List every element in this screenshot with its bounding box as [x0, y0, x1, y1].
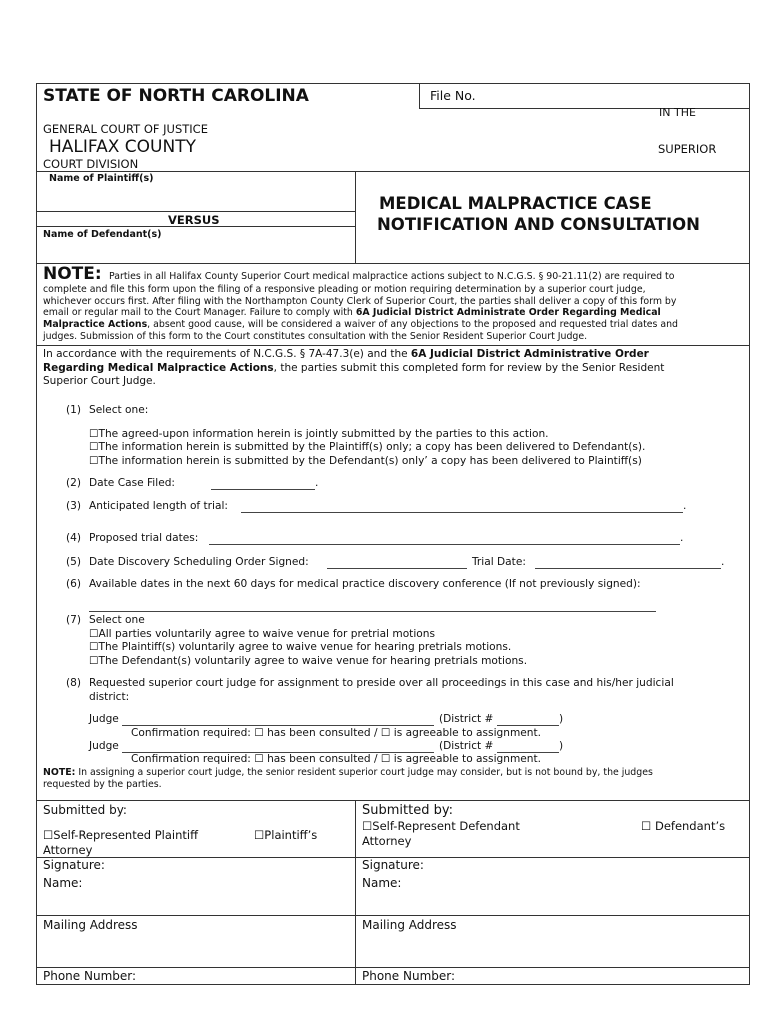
divider: [36, 263, 750, 264]
note-order-name: Malpractice Actions: [43, 319, 148, 331]
option-defendant-submission[interactable]: ☐The information herein is submitted by the Defendant(s) only’ a copy has been delivered to Plaintiff(s): [89, 455, 642, 467]
district-close: ): [559, 740, 564, 752]
judge-1-confirmation[interactable]: Confirmation required: ☐ has been consulted / ☐ is agreeable to assignment.: [131, 727, 542, 739]
plaintiff-name-field[interactable]: [38, 184, 352, 210]
item-number: (6): [66, 578, 82, 590]
item-number: (4): [66, 532, 82, 544]
right-name-field[interactable]: [408, 877, 745, 891]
left-name-label: Name:: [43, 876, 83, 890]
option-defendants-attorney[interactable]: ☐ Defendant’s: [641, 819, 726, 833]
requested-judge-label: district:: [89, 691, 130, 703]
county-name: HALIFAX COUNTY: [49, 137, 196, 157]
right-mailing-field[interactable]: [362, 933, 745, 963]
district-close: ): [559, 713, 564, 725]
dso-signed-field[interactable]: [327, 557, 467, 569]
note-line: Parties in all Halifax County Superior Court medical malpractice actions subject to N.C.G.S. § 90-21.11(2) are required to: [109, 271, 675, 282]
judge-label: Judge: [89, 740, 119, 752]
form-title-line2: NOTIFICATION AND CONSULTATION: [377, 215, 700, 234]
right-signature-field[interactable]: [440, 859, 745, 873]
state-heading: STATE OF NORTH CAROLINA: [43, 86, 309, 106]
option-self-represented-defendant[interactable]: ☐Self-Represent Defendant: [362, 819, 520, 833]
file-no-box[interactable]: [419, 83, 750, 109]
defendant-label: Name of Defendant(s): [43, 229, 162, 240]
intro-text: Superior Court Judge.: [43, 375, 156, 388]
court-division: COURT DIVISION: [43, 157, 139, 171]
intro-order-name: 6A Judicial District Administrative Order: [410, 348, 649, 360]
file-no-label: File No.: [430, 88, 476, 103]
dso-signed-label: Date Discovery Scheduling Order Signed:: [89, 556, 309, 568]
judge-2-name-field[interactable]: [122, 741, 434, 753]
item-number: (8): [66, 677, 82, 689]
right-phone-field[interactable]: [465, 969, 745, 983]
note-line: email or regular mail to the Court Manager. Failure to comply with: [43, 307, 356, 319]
trial-date-label: Trial Date:: [472, 556, 526, 568]
option-plaintiff-waive-venue[interactable]: ☐The Plaintiff(s) voluntarily agree to waive venue for hearing pretrials motions.: [89, 641, 512, 653]
district-label: (District #: [439, 713, 494, 725]
left-name-field[interactable]: [90, 877, 352, 891]
option-defendant-waive-venue[interactable]: ☐The Defendant(s) voluntarily agree to waive venue for hearing pretrials motions.: [89, 655, 528, 667]
versus-label: VERSUS: [168, 213, 220, 227]
item-number: (7): [66, 614, 82, 626]
note2-text: In assigning a superior court judge, the senior resident superior court judge may consider, but is not bound by, the judges: [75, 767, 653, 778]
left-mailing-field[interactable]: [43, 933, 352, 963]
note2-label: NOTE:: [43, 767, 76, 778]
note-line: complete and file this form upon the filing of a responsive pleading or motion requiring determination by a superior court judge,: [43, 284, 646, 295]
date-case-filed-label: Date Case Filed:: [89, 477, 176, 489]
divider: [36, 967, 750, 968]
date-case-filed-field[interactable]: [211, 478, 315, 490]
right-submitted-by: Submitted by:: [362, 803, 453, 818]
intro-order-name: Regarding Medical Malpractice Actions: [43, 361, 274, 374]
available-dates-label: Available dates in the next 60 days for medical practice discovery conference (If not previously signed):: [89, 578, 641, 590]
plaintiffs-attorney-cont: Attorney: [43, 843, 93, 857]
item-number: (5): [66, 556, 82, 568]
judge-2-confirmation[interactable]: Confirmation required: ☐ has been consulted / ☐ is agreeable to assignment.: [131, 753, 542, 765]
note-order-name: 6A Judicial District Administrate Order Regarding Medical: [355, 307, 661, 319]
note-label: NOTE:: [43, 264, 102, 284]
left-phone-label: Phone Number:: [43, 969, 137, 983]
note-line: , absent good cause, will be considered a waiver of any objections to the proposed and requested trial dates and: [147, 319, 679, 331]
divider: [355, 171, 356, 264]
judge-1-name-field[interactable]: [122, 714, 434, 726]
district-label: (District #: [439, 740, 494, 752]
period: .: [680, 532, 684, 544]
option-plaintiffs-attorney[interactable]: ☐Plaintiff’s: [254, 828, 318, 842]
superior-label: SUPERIOR: [658, 142, 717, 156]
divider: [36, 226, 356, 227]
judge-1-district-field[interactable]: [497, 714, 559, 726]
note-line: judges. Submission of this form to the Court constitutes consultation with the Senior Resident Superior Court Judge.: [43, 330, 588, 342]
trial-length-label: Anticipated length of trial:: [89, 500, 228, 512]
note-paragraph: [43, 284, 743, 343]
intro-text: , the parties submit this completed form for review by the Senior Resident: [273, 361, 665, 374]
requested-judge-label: Requested superior court judge for assignment to preside over all proceedings in this case and his/her judicial: [89, 677, 674, 689]
in-the-label: IN THE: [659, 106, 696, 119]
plaintiff-label: Name of Plaintiff(s): [49, 173, 154, 184]
left-mailing-label: Mailing Address: [43, 918, 138, 932]
proposed-trial-dates-label: Proposed trial dates:: [89, 532, 199, 544]
option-plaintiff-submission[interactable]: ☐The information herein is submitted by the Plaintiff(s) only; a copy has been delivered to Defendant(s).: [89, 441, 646, 453]
right-name-label: Name:: [362, 876, 402, 890]
item-number: (1): [66, 404, 82, 416]
option-joint-submission[interactable]: ☐The agreed-upon information herein is jointly submitted by the parties to this action.: [89, 428, 549, 440]
divider: [36, 800, 750, 801]
left-submitted-by: Submitted by:: [43, 803, 127, 817]
right-signature-label: Signature:: [362, 858, 424, 872]
defendants-attorney-cont: Attorney: [362, 834, 412, 848]
intro-text: In accordance with the requirements of N.C.G.S. § 7A-47.3(e) and the: [43, 348, 411, 360]
item-select-one: Select one:: [89, 404, 149, 416]
divider: [36, 915, 750, 916]
venue-select-label: Select one: [89, 614, 145, 626]
available-dates-field[interactable]: [89, 600, 656, 612]
divider: [36, 211, 356, 212]
right-phone-label: Phone Number:: [362, 969, 456, 983]
trial-date-field[interactable]: [535, 557, 721, 569]
item-number: (2): [66, 477, 82, 489]
option-all-waive-venue[interactable]: ☐All parties voluntarily agree to waive venue for pretrial motions: [89, 628, 435, 640]
left-phone-field[interactable]: [146, 969, 352, 983]
judge-2-district-field[interactable]: [497, 741, 559, 753]
form-title-line1: MEDICAL MALPRACTICE CASE: [379, 194, 652, 213]
intro-paragraph: [43, 348, 743, 389]
left-signature-field[interactable]: [122, 859, 352, 873]
left-signature-label: Signature:: [43, 858, 105, 872]
court-of-justice: GENERAL COURT OF JUSTICE: [43, 122, 208, 136]
note2: [43, 767, 653, 778]
defendant-name-field[interactable]: [38, 240, 352, 262]
period: .: [721, 556, 725, 568]
divider: [355, 800, 356, 985]
judge-label: Judge: [89, 713, 119, 725]
divider: [36, 345, 750, 346]
item-number: (3): [66, 500, 82, 512]
note-line: whichever occurs first. After filing with the Northampton County Clerk of Superior Court, the parties shall deliver a copy of this form by: [43, 295, 677, 307]
note2-text: requested by the parties.: [43, 779, 162, 790]
period: .: [683, 500, 687, 512]
divider: [36, 171, 750, 172]
option-self-represented-plaintiff[interactable]: ☐Self-Represented Plaintiff: [43, 828, 199, 842]
period: .: [315, 477, 319, 489]
right-mailing-label: Mailing Address: [362, 918, 457, 932]
proposed-trial-dates-field[interactable]: [209, 533, 680, 545]
trial-length-field[interactable]: [241, 501, 683, 513]
